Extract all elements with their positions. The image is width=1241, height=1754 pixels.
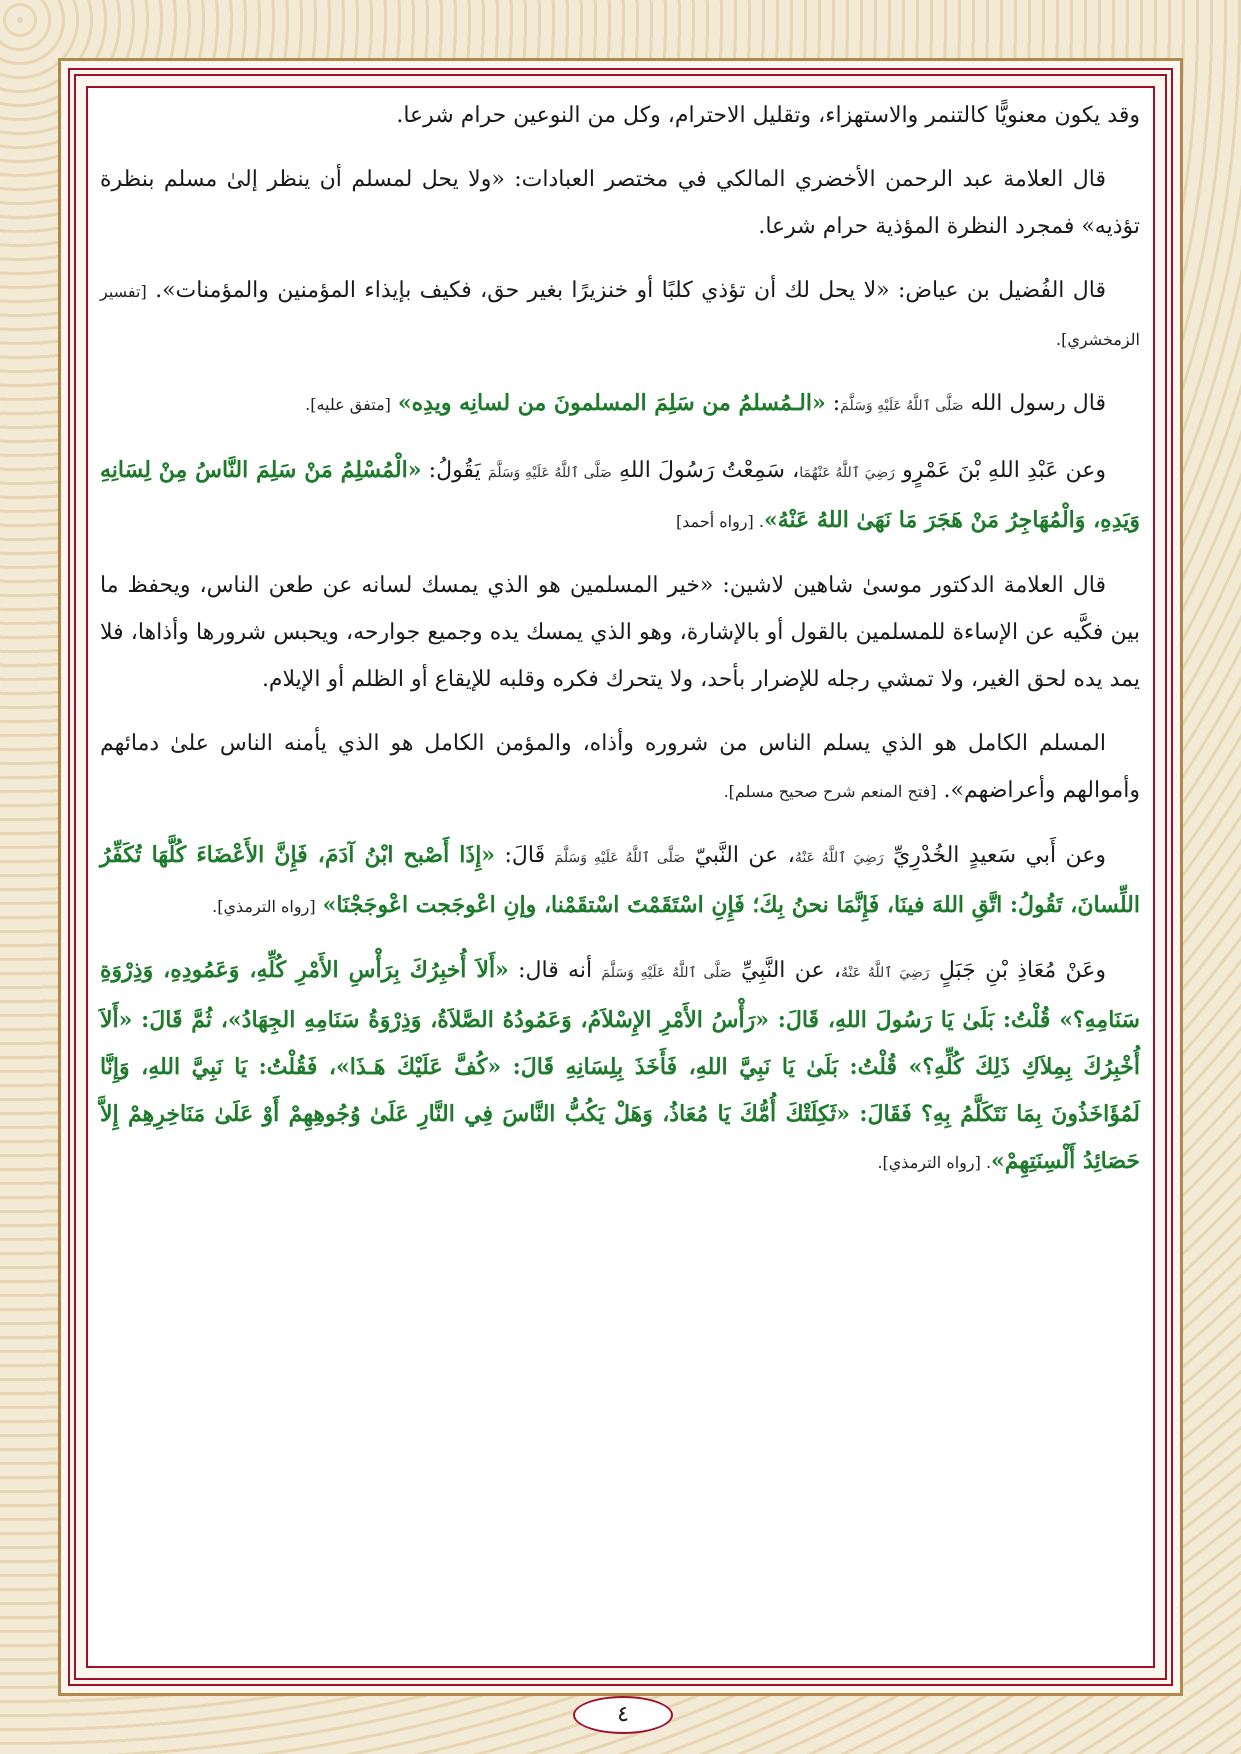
citation: [رواه الترمذي].: [212, 897, 316, 916]
hadith-text: «الـمُسلمُ من سَلِمَ المسلمونَ من لسانِه ويدِه»: [397, 390, 826, 416]
paragraph: [100, 267, 1140, 363]
citation: . [رواه الترمذي].: [877, 1153, 992, 1172]
page-content: [100, 92, 1140, 1632]
citation: [تفسير الزمخشري].: [100, 282, 1140, 349]
honorific: صَلَّى ٱللَّهُ عَلَيْهِ وَسَلَّمَ: [840, 398, 964, 414]
paragraph: [100, 832, 1140, 930]
paragraph-text: أنه قال:: [518, 958, 593, 983]
citation: . [رواه أحمد]: [675, 512, 764, 531]
honorific: رَضِيَ ٱللَّهُ عَنْهُ: [841, 965, 930, 981]
paragraph: [100, 720, 1140, 815]
honorific: رَضِيَ ٱللَّهُ عَنْهُمَا: [799, 465, 895, 481]
paragraph-text: وعن أَبي سَعيدٍ الخُدْرِيِّ: [893, 843, 1106, 868]
paragraph-text: قَالَ:: [504, 843, 546, 868]
paragraph-text: ، عن النَّبيّ: [694, 843, 795, 868]
paragraph-text: يَقُولُ:: [428, 458, 481, 483]
hadith-text: «إِذَا أَصْبح ابْنُ آدَمَ، فَإِنَّ الأَعْضَاءَ كُلَّهَا تُكَفِّرُ اللِّسانَ، تَقُولُ: اتَّقِ اللهَ فينَا، فَإِنَّمَا نحنُ بِكَ؛ فَإِنِ اسْتَقَمْتَ اسْتقَمْنا، وإنِ اعْوجَجت اعْوجَجْنَا»: [100, 842, 1140, 918]
citation: [متفق عليه].: [305, 395, 391, 414]
paragraph-text: ، سَمِعْتُ رَسُولَ اللهِ: [618, 458, 800, 483]
citation: [فتح المنعم شرح صحيح مسلم].: [723, 782, 937, 801]
paragraph-text: وعن عَبْدِ اللهِ بْنَ عَمْرٍو: [902, 458, 1106, 483]
paragraph: قال رسول الله صَلَّى ٱللَّهُ عَلَيْهِ وَسَلَّمَ: «الـمُسلمُ من سَلِمَ المسلمونَ من لسانِه ويدِه» [متفق عليه].: [305, 390, 1106, 416]
hadith-text: «أَلاَ أُخبِرُكَ بِرَأْسِ الأَمْرِ كُلِّهِ، وَعَمُودِهِ، وَذِرْوَةِ سَنَامِهِ؟» قُلْتُ: بَلَىٰ يَا رَسُولَ اللهِ، قَالَ: «رَأْسُ الأَمْرِ الإِسْلاَمُ، وَعَمُودُهُ الصَّلاَةُ، وَذِرْوَةُ سَنَامِهِ الجِهَادُ»، ثُمَّ قَالَ: «أَلاَ أُخْبِرُكَ بِمِلاَكِ ذَلِكَ كُلِّهِ؟» قُلْتُ: بَلَىٰ يَا نَبِيَّ اللهِ، فَأَخَذَ بِلِسَانِهِ قَالَ: «كُفَّ عَلَيْكَ هَـذَا»، فَقُلْتُ: يَا نَبِيَّ اللهِ، وَإِنَّا لَمُؤَاخَذُونَ بِمَا نَتَكَلَّمُ بِهِ؟ فَقَالَ: «ثَكِلَتْكَ أُمُّكَ يَا مُعَاذُ، وَهَلْ يَكُبُّ النَّاسَ فِي النَّارِ عَلَىٰ وُجُوهِهِمْ أَوْ عَلَىٰ مَنَاخِرِهِمْ إِلاَّ حَصَائِدُ أَلْسِنَتِهِمْ»: [100, 957, 1140, 1174]
paragraph-text: المسلم الكامل هو الذي يسلم الناس من شروره وأذاه، والمؤمن الكامل هو الذي يأمنه الناس علىٰ دمائهم وأموالهم وأعراضهم».: [100, 731, 1140, 803]
page-number: ٤: [573, 1696, 673, 1734]
paragraph-text: قال الفُضيل بن عياض: «لا يحل لك أن تؤذي كلبًا أو خنزيرًا بغير حق، فكيف بإيذاء المؤمنين والمؤمنات».: [155, 278, 1106, 303]
honorific: رَضِيَ ٱللَّهُ عَنْهُ: [794, 850, 884, 866]
paragraph: [100, 947, 1140, 1186]
honorific: صَلَّى ٱللَّهُ عَلَيْهِ وَسَلَّمَ: [601, 965, 732, 981]
paragraph: [100, 447, 1140, 545]
hadith-text: «الْمُسْلِمُ مَنْ سَلِمَ النَّاسُ مِنْ لِسَانِهِ وَيَدِهِ، وَالْمُهَاجِرُ مَنْ هَجَرَ مَا نَهَىٰ اللهُ عَنْهُ»: [100, 457, 1140, 533]
paragraph: [100, 92, 1140, 139]
paragraph: [100, 156, 1140, 250]
paragraph-text: وقد يكون معنويًّا كالتنمر والاستهزاء، وتقليل الاحترام، وكل من النوعين حرام شرعا.: [396, 103, 1140, 128]
paragraph-text: قال العلامة عبد الرحمن الأخضري المالكي في مختصر العبادات: «ولا يحل لمسلم أن ينظر إلىٰ مسلم بنظرة تؤذيه» فمجرد النظرة المؤذية حرام شرعا.: [100, 167, 1140, 239]
honorific: صَلَّى ٱللَّهُ عَلَيْهِ وَسَلَّمَ: [487, 465, 612, 481]
paragraph-text: قال رسول الله: [970, 391, 1106, 416]
honorific: صَلَّى ٱللَّهُ عَلَيْهِ وَسَلَّمَ: [554, 850, 686, 866]
paragraph-text: وعَنْ مُعَاذِ بْنِ جَبَلٍ: [938, 958, 1106, 983]
paragraph-text: قال العلامة الدكتور موسىٰ شاهين لاشين: «خير المسلمين هو الذي يمسك لسانه عن طعن الناس، ويحفظ ما بين فكَّيه عن الإساءة للمسلمين بالقول أو بالإشارة، وهو الذي يمسك يده وجميع جوارحه، ويحبس شرورها وأذاها، فلا يمد يده لحق الغير، ولا تمشي رجله للإضرار بأحد، ولا يتحرك فكره وقلبه للإيقاع أو الظلم أو الإيلام.: [100, 573, 1140, 692]
paragraph: [100, 562, 1140, 703]
paragraph-text: ، عن النَّبِيِّ: [740, 958, 842, 983]
